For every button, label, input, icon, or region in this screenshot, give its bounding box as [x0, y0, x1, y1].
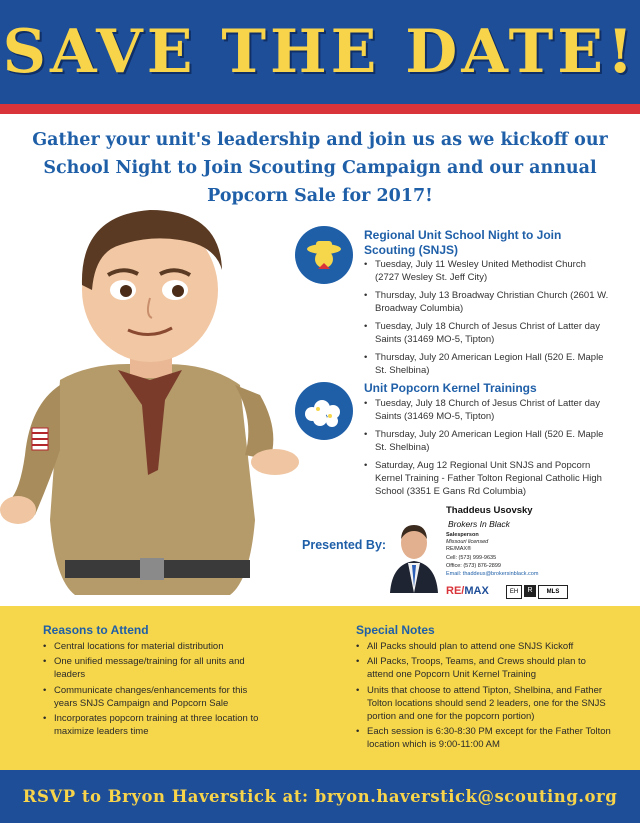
- rsvp-text: RSVP to Bryon Haverstick at: bryon.haverstick@scouting.org: [22, 787, 618, 806]
- list-item: • Tuesday, July 18 Church of Jesus Christ of Latter day Saints (31469 MO-5, Tipton): [364, 397, 612, 423]
- list-item: • Units that choose to attend Tipton, Shelbina, and Father Tolton locations should send 2 leaders, one for the SNJS portion and one for the popcorn portion): [356, 684, 614, 724]
- list-item: • Thursday, July 13 Broadway Christian Church (2601 W. Broadway Columbia): [364, 289, 612, 315]
- list-item: • All Packs should plan to attend one SNJS Kickoff: [356, 640, 614, 653]
- cub-scout-icon: [295, 226, 353, 284]
- kernel-section-title: Unit Popcorn Kernel Trainings: [364, 381, 537, 395]
- presenter-brand: RE/MAX®: [446, 546, 472, 552]
- presented-by-label: Presented By:: [302, 538, 387, 552]
- business-card: [386, 505, 586, 601]
- list-item: • Thursday, July 20 American Legion Hall (520 E. Maple St. Shelbina): [364, 428, 612, 454]
- presenter-office: Office: (573) 876-2899: [446, 563, 501, 569]
- list-item: • Communicate changes/enhancements for this years SNJS Campaign and Popcorn Sale: [43, 684, 265, 710]
- white-stripe: [0, 114, 640, 118]
- special-notes-title: Special Notes: [356, 623, 435, 637]
- presenter-name: Thaddeus Usovsky: [446, 505, 533, 516]
- list-item: • Thursday, July 20 American Legion Hall (520 E. Maple St. Shelbina): [364, 351, 612, 377]
- list-item: • Each session is 6:30-8:30 PM except for the Father Tolton location which is 9:00-11:00 AM: [356, 725, 614, 751]
- kernel-event-list: [364, 397, 612, 503]
- presenter-company: Brokers In Black: [448, 519, 510, 529]
- reasons-title: Reasons to Attend: [43, 623, 149, 637]
- intro-text: Gather your unit's leadership and join us as we kickoff our School Night to Join Scouting Campaign and our annual Popcorn Sale for 2017!: [32, 130, 608, 206]
- page-title: SAVE THE DATE!: [2, 17, 638, 87]
- list-item: • Tuesday, July 11 Wesley United Methodist Church (2727 Wesley St. Jeff City): [364, 258, 612, 284]
- list-item: • Central locations for material distribution: [43, 640, 265, 653]
- remax-logo-max: MAX: [464, 585, 489, 597]
- scout-illustration: [0, 190, 300, 605]
- presenter-role: Salesperson: [446, 532, 479, 538]
- list-item: • One unified message/training for all units and leaders: [43, 655, 265, 681]
- reasons-list: [43, 640, 265, 740]
- mls-icon: MLS: [538, 585, 568, 599]
- presenter-email: Email: thaddeus@brokersinblack.com: [446, 571, 539, 577]
- snjs-event-list: [364, 258, 612, 382]
- special-notes-list: [356, 640, 614, 754]
- list-item: • All Packs, Troops, Teams, and Crews should plan to attend one Popcorn Unit Kernel Training: [356, 655, 614, 681]
- remax-logo-re: RE/: [446, 585, 465, 597]
- header-band: [0, 0, 640, 104]
- red-stripe: [0, 104, 640, 114]
- footer-band: [0, 770, 640, 823]
- presenter-cell: Cell: (573) 999-9635: [446, 555, 497, 561]
- remax-logo: [446, 585, 489, 597]
- presenter-photo: [386, 509, 442, 593]
- equal-housing-icon: EH: [506, 585, 522, 599]
- presenter-license: Missouri licensed: [446, 539, 489, 545]
- list-item: • Tuesday, July 18 Church of Jesus Christ of Latter day Saints (31469 MO-5, Tipton): [364, 320, 612, 346]
- realtor-icon: R: [524, 585, 536, 597]
- snjs-section-title: Regional Unit School Night to Join Scouting (SNJS): [364, 228, 562, 257]
- list-item: • Saturday, Aug 12 Regional Unit SNJS and Popcorn Kernel Training - Father Tolton Regional Catholic High School (3351 E Gans Rd Columbia): [364, 459, 612, 498]
- popcorn-icon: [295, 382, 353, 440]
- list-item: • Incorporates popcorn training at three location to maximize leaders time: [43, 712, 265, 738]
